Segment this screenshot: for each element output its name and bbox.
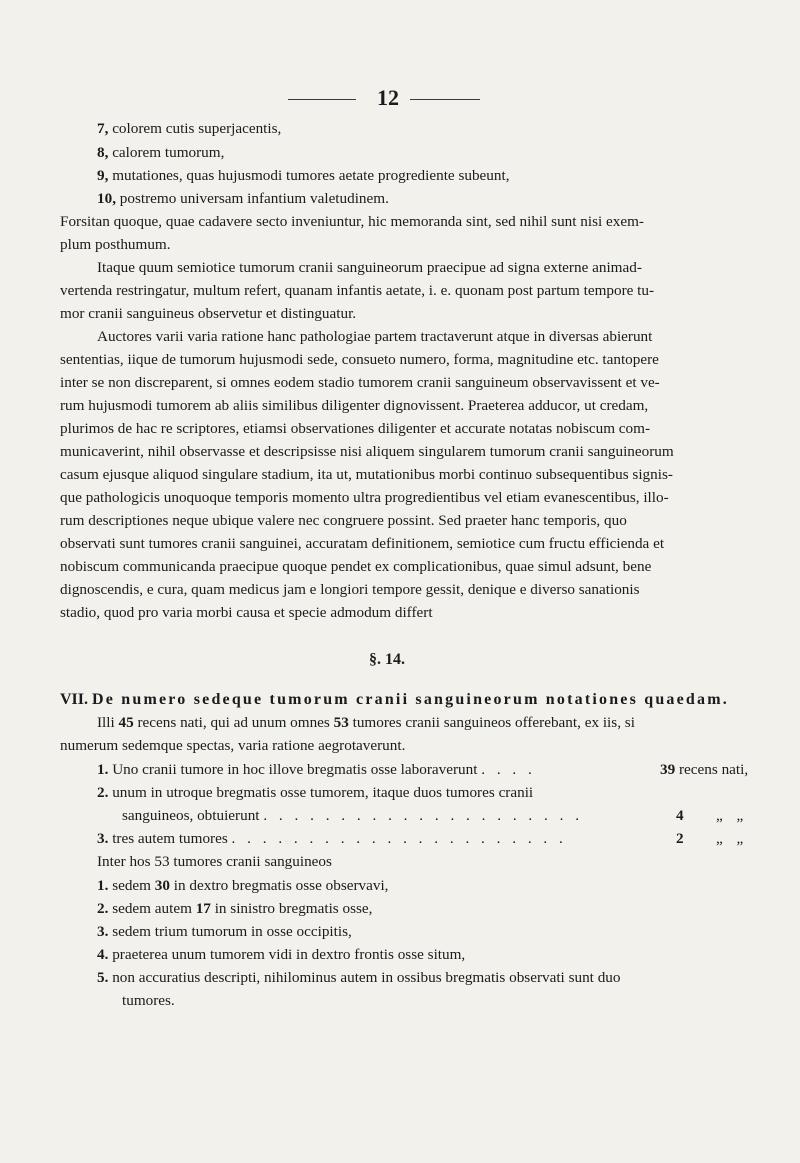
page-number: 12 [377, 85, 399, 110]
ditto-marks: „ „ [716, 807, 744, 824]
list-item: 2. sedem autem 17 in sinistro bregmatis osse, [97, 900, 373, 917]
list-item: sanguineos, obtuierunt . . . . . . . . . . . . . . . . . . . . . [122, 807, 583, 824]
section-number: VII. [60, 691, 89, 708]
list-item: 3. tres autem tumores . . . . . . . . . . . . . . . . . . . . . . [97, 830, 567, 847]
paragraph-line: numerum sedemque spectas, varia ratione aegrotaverunt. [60, 737, 406, 754]
paragraph-line: tumores. [122, 992, 175, 1009]
paragraph-line: Auctores varii varia ratione hanc pathologiae partem tractaverunt atque in diversas abierunt [97, 328, 653, 345]
paragraph-line: plum posthumum. [60, 236, 171, 253]
list-item: 1. Uno cranii tumore in hoc illove bregmatis osse laboraverunt . . . . [97, 761, 536, 778]
paragraph-line: plurimos de hac re scriptores, etiamsi observationes diligenter et accurate notatas nobiscum com- [60, 420, 651, 437]
list-item: 8, calorem tumorum, [97, 144, 225, 161]
count-value: 4 [676, 807, 684, 824]
list-item: 3. sedem trium tumorum in osse occipitis, [97, 923, 352, 940]
paragraph-line: dignoscendis, e cura, quam medicus jam e longiori tempore gessit, denique e diverso sanationis [60, 581, 640, 598]
paragraph-line: nobiscum communicanda praecipue quoque pendet ex complicationibus, quae simul adsunt, bene [60, 558, 652, 575]
list-item: 2. unum in utroque bregmatis osse tumorem, itaque duos tumores cranii [97, 784, 534, 801]
paragraph-line: observati sunt tumores cranii sanguinei, accuratam definitionem, semiotice cum fructu efficienda et [60, 535, 665, 552]
header-rule-left [288, 99, 356, 100]
paragraph-line: Forsitan quoque, quae cadavere secto inveniuntur, hic memoranda sint, sed nihil sunt nisi exem- [60, 213, 644, 230]
count-value: 39 recens nati, [660, 761, 749, 778]
section-heading [60, 690, 729, 710]
paragraph-line: sententias, iique de tumorum hujusmodi sede, consueto numero, forma, magnitudine etc. tantopere [60, 351, 659, 368]
list-item: 4. praeterea unum tumorem vidi in dextro frontis osse situm, [97, 946, 466, 963]
paragraph-line: Inter hos 53 tumores cranii sanguineos [97, 853, 332, 870]
list-item: 7, colorem cutis superjacentis, [97, 120, 282, 137]
ditto-marks: „ „ [716, 830, 744, 847]
paragraph-line: rum descriptiones neque ubique valere nec congruere possint. Sed praeter hanc temporis, quo [60, 512, 627, 529]
paragraph-line: vertenda restringatur, multum refert, quanam infantis aetate, i. e. quonam post partum tempore tu- [60, 282, 655, 299]
paragraph-line: rum hujusmodi tumorem ab aliis similibus diligenter dignovissent. Praeterea adducor, ut credam, [60, 397, 649, 414]
paragraph-line: mor cranii sanguineus observetur et distinguatur. [60, 305, 357, 322]
paragraph-line: inter se non discreparent, si omnes eodem stadio tumorem cranii sanguineum observavissent et ve- [60, 374, 660, 391]
paragraph-line: Illi 45 recens nati, qui ad unum omnes 53 tumores cranii sanguineos offerebant, ex iis, si [97, 714, 635, 731]
section-mark: §. 14. [369, 651, 405, 668]
list-item: 10, postremo universam infantium valetudinem. [97, 190, 389, 207]
section-title: De numero sedeque tumorum cranii sanguineorum notationes quaedam. [92, 691, 729, 708]
paragraph-line: que pathologicis unoquoque temporis momento ultra progredientibus vel etiam evanescentibus, illo- [60, 489, 669, 506]
list-item: 9, mutationes, quas hujusmodi tumores aetate progrediente subeunt, [97, 167, 510, 184]
paragraph-line: municaverint, nihil observasse et descripsisse nisi aliquem singularem tumorum cranii sanguineorum [60, 443, 674, 460]
paragraph-line: Itaque quum semiotice tumorum cranii sanguineorum praecipue ad signa externe animad- [97, 259, 642, 276]
paragraph-line: casum ejusque aliquod singulare stadium, ita ut, mutationibus morbi continuo subsequentibus signis- [60, 466, 673, 483]
list-item: 5. non accuratius descripti, nihilominus autem in ossibus bregmatis observati sunt duo [97, 969, 621, 986]
paragraph-line: stadio, quod pro varia morbi causa et specie admodum differt [60, 604, 433, 621]
header-rule-right [410, 99, 480, 100]
list-item: 1. sedem 30 in dextro bregmatis osse observavi, [97, 877, 389, 894]
count-value: 2 [676, 830, 684, 847]
